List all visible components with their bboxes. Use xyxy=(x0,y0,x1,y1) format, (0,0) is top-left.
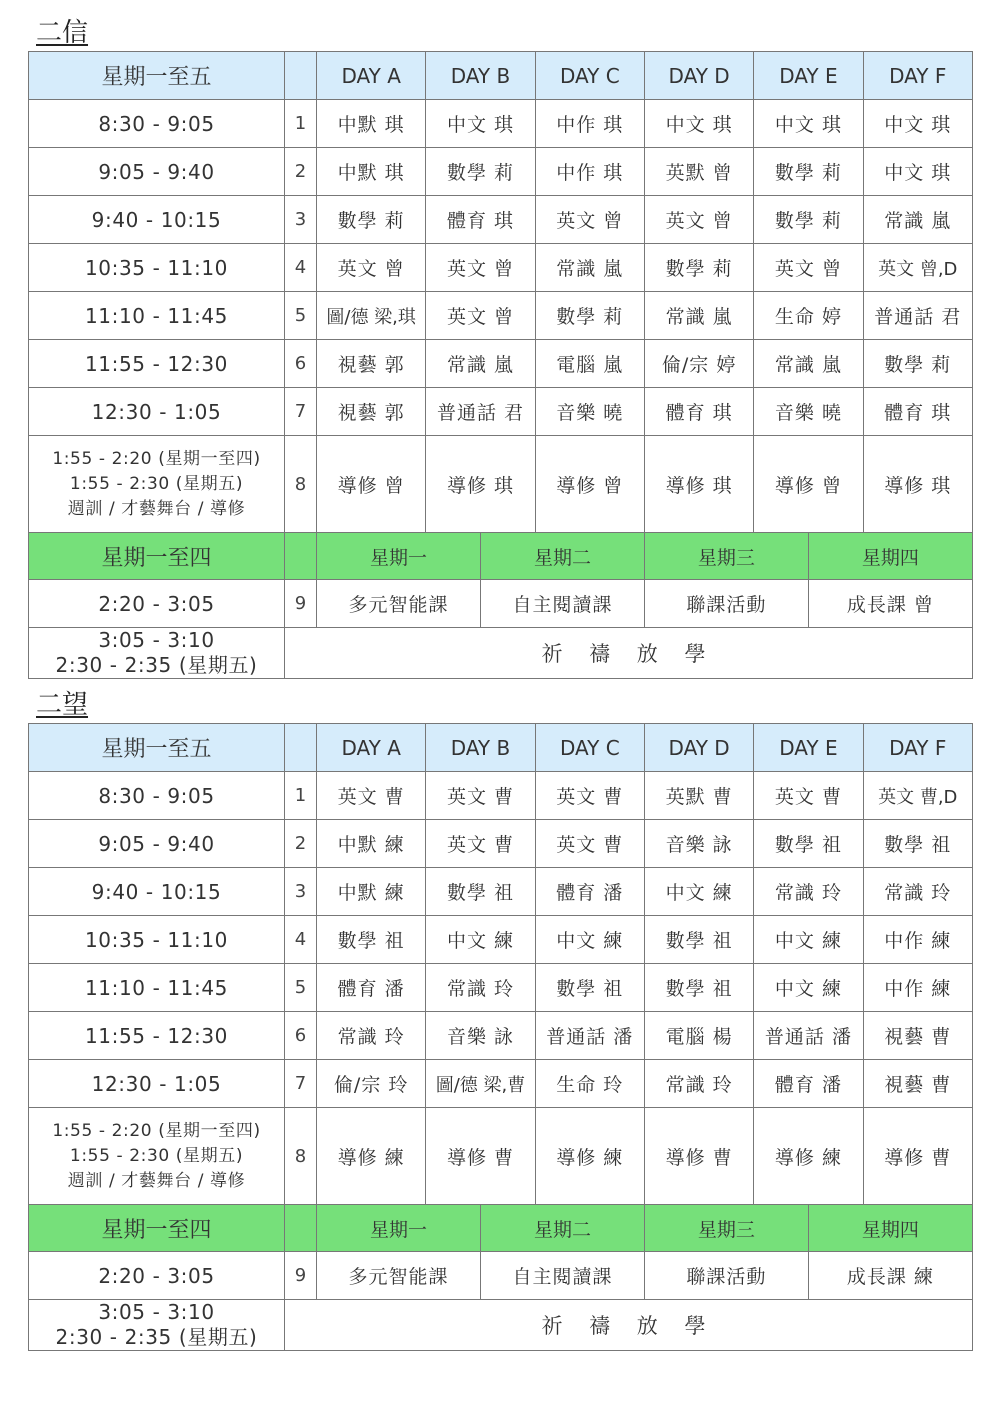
subject-cell: 音樂 詠 xyxy=(644,820,753,868)
header-left: 星期一至五 xyxy=(29,52,285,100)
day-header: DAY A xyxy=(317,724,426,772)
table-row xyxy=(29,916,973,964)
time-cell: 11:55 - 12:30 xyxy=(29,1012,285,1060)
time-line: 1:55 - 2:20 (星期一至四) xyxy=(52,1120,261,1141)
subject-cell: 普通話 潘 xyxy=(535,1012,644,1060)
subject-cell: 數學 莉 xyxy=(317,196,426,244)
time-line: 週訓 / 才藝舞台 / 導修 xyxy=(67,498,246,519)
subject-cell: 中默 琪 xyxy=(317,148,426,196)
time-cell: 8:30 - 9:05 xyxy=(29,100,285,148)
subject-cell: 數學 莉 xyxy=(754,196,863,244)
subject-cell: 數學 莉 xyxy=(863,340,972,388)
time-cell: 11:10 - 11:45 xyxy=(29,292,285,340)
subject-cell: 體育 琪 xyxy=(863,388,972,436)
subject-cell: 英文 曾 xyxy=(426,292,535,340)
subject-cell: 英默 曾 xyxy=(644,148,753,196)
dismissal-row xyxy=(29,628,973,679)
subject-cell: 導修 練 xyxy=(317,1108,426,1205)
time-cell: 11:55 - 12:30 xyxy=(29,340,285,388)
time-cell: 8:30 - 9:05 xyxy=(29,772,285,820)
time-line: 2:30 - 2:35 (星期五) xyxy=(55,653,258,677)
class-title: 二信 xyxy=(36,18,89,48)
period-number: 9 xyxy=(285,580,317,628)
period-number: 3 xyxy=(285,196,317,244)
subject-cell: 中默 練 xyxy=(317,868,426,916)
subject-cell: 導修 琪 xyxy=(426,436,535,533)
subject-cell: 中作 練 xyxy=(863,916,972,964)
subject-cell: 英文 曹 xyxy=(426,772,535,820)
subject-cell: 視藝 郭 xyxy=(317,340,426,388)
subject-cell: 電腦 嵐 xyxy=(535,340,644,388)
subject-cell: 英文 曾 xyxy=(535,196,644,244)
day-header: DAY E xyxy=(754,52,863,100)
period-number: 5 xyxy=(285,964,317,1012)
subject-cell: 電腦 楊 xyxy=(644,1012,753,1060)
dismissal-cell: 祈 禱 放 學 xyxy=(285,1300,973,1351)
time-cell xyxy=(29,1300,285,1351)
time-cell: 12:30 - 1:05 xyxy=(29,1060,285,1108)
subject-cell: 導修 曾 xyxy=(535,436,644,533)
day-header: DAY C xyxy=(535,724,644,772)
activity-cell: 多元智能課 xyxy=(317,580,481,628)
period-number: 8 xyxy=(285,1108,317,1205)
table-row xyxy=(29,1252,973,1300)
subject-cell: 中文 琪 xyxy=(863,100,972,148)
subject-cell: 英文 曹 xyxy=(426,820,535,868)
subject-cell: 倫/宗 玲 xyxy=(317,1060,426,1108)
header-row xyxy=(29,724,973,772)
period-header xyxy=(285,52,317,100)
table-row xyxy=(29,964,973,1012)
time-cell: 9:40 - 10:15 xyxy=(29,868,285,916)
time-cell: 11:10 - 11:45 xyxy=(29,964,285,1012)
weekday-header: 星期三 xyxy=(644,1205,808,1252)
period-number: 2 xyxy=(285,148,317,196)
period-number: 8 xyxy=(285,436,317,533)
time-line: 2:30 - 2:35 (星期五) xyxy=(55,1325,258,1349)
subject-cell: 視藝 郭 xyxy=(317,388,426,436)
time-cell: 2:20 - 3:05 xyxy=(29,580,285,628)
day-header: DAY F xyxy=(863,52,972,100)
time-line: 3:05 - 3:10 xyxy=(98,628,215,652)
class-title: 二望 xyxy=(36,690,89,720)
subject-cell: 英文 曹 xyxy=(535,772,644,820)
dismissal-row xyxy=(29,1300,973,1351)
period-number: 7 xyxy=(285,1060,317,1108)
time-line: 3:05 - 3:10 xyxy=(98,1300,215,1324)
day-header: DAY A xyxy=(317,52,426,100)
table-row xyxy=(29,1060,973,1108)
subject-cell: 倫/宗 婷 xyxy=(644,340,753,388)
period-number: 9 xyxy=(285,1252,317,1300)
period-number: 3 xyxy=(285,868,317,916)
subject-cell: 常識 嵐 xyxy=(863,196,972,244)
subject-cell: 生命 玲 xyxy=(535,1060,644,1108)
time-cell xyxy=(29,628,285,679)
subject-cell: 中文 練 xyxy=(426,916,535,964)
period-header xyxy=(285,1205,317,1252)
activity-cell: 聯課活動 xyxy=(644,580,808,628)
timetable xyxy=(28,723,973,1351)
timetable xyxy=(28,51,973,679)
subject-cell: 中默 琪 xyxy=(317,100,426,148)
subject-cell: 常識 玲 xyxy=(317,1012,426,1060)
table-row xyxy=(29,580,973,628)
table-row xyxy=(29,388,973,436)
time-cell: 9:40 - 10:15 xyxy=(29,196,285,244)
activity-cell: 成長課 練 xyxy=(808,1252,972,1300)
period-number: 2 xyxy=(285,820,317,868)
subject-cell: 英文 曾,D xyxy=(863,244,972,292)
subject-cell: 數學 祖 xyxy=(317,916,426,964)
subject-cell: 視藝 曹 xyxy=(863,1060,972,1108)
subject-cell: 中文 琪 xyxy=(754,100,863,148)
subject-cell: 體育 琪 xyxy=(426,196,535,244)
subject-cell: 英文 曾 xyxy=(644,196,753,244)
period-number: 6 xyxy=(285,1012,317,1060)
subject-cell: 導修 練 xyxy=(535,1108,644,1205)
weekday-header: 星期四 xyxy=(808,1205,972,1252)
weekday-header: 星期三 xyxy=(644,533,808,580)
subject-cell: 音樂 詠 xyxy=(426,1012,535,1060)
weekday-header: 星期二 xyxy=(480,533,644,580)
table-row xyxy=(29,1012,973,1060)
subject-cell: 中文 琪 xyxy=(863,148,972,196)
subject-cell: 數學 祖 xyxy=(535,964,644,1012)
period-header xyxy=(285,533,317,580)
subject-cell: 中文 練 xyxy=(535,916,644,964)
subject-cell: 數學 莉 xyxy=(644,244,753,292)
subject-cell: 生命 婷 xyxy=(754,292,863,340)
period-number: 5 xyxy=(285,292,317,340)
subject-cell: 圖/德 梁,曹 xyxy=(426,1060,535,1108)
subject-cell: 英文 曾 xyxy=(426,244,535,292)
subject-cell: 視藝 曹 xyxy=(863,1012,972,1060)
subject-cell: 數學 莉 xyxy=(535,292,644,340)
table-row xyxy=(29,148,973,196)
subject-cell: 數學 祖 xyxy=(426,868,535,916)
subject-cell: 英文 曹 xyxy=(754,772,863,820)
dismissal-cell: 祈 禱 放 學 xyxy=(285,628,973,679)
subject-cell: 數學 祖 xyxy=(644,964,753,1012)
table-row xyxy=(29,244,973,292)
subject-cell: 中文 琪 xyxy=(426,100,535,148)
table-row xyxy=(29,1108,973,1205)
subject-cell: 普通話 君 xyxy=(863,292,972,340)
period-number: 7 xyxy=(285,388,317,436)
subject-cell: 導修 曾 xyxy=(754,436,863,533)
subject-cell: 常識 玲 xyxy=(754,868,863,916)
subject-cell: 常識 嵐 xyxy=(426,340,535,388)
period-number: 4 xyxy=(285,916,317,964)
subject-cell: 導修 曾 xyxy=(317,436,426,533)
subject-cell: 數學 莉 xyxy=(754,148,863,196)
subject-cell: 圖/德 梁,琪 xyxy=(317,292,426,340)
subject-cell: 常識 玲 xyxy=(644,1060,753,1108)
day-header: DAY E xyxy=(754,724,863,772)
subject-cell: 音樂 曉 xyxy=(754,388,863,436)
header-row xyxy=(29,52,973,100)
subject-cell: 數學 祖 xyxy=(644,916,753,964)
day-header: DAY C xyxy=(535,52,644,100)
time-line: 1:55 - 2:20 (星期一至四) xyxy=(52,448,261,469)
weekday-header-row xyxy=(29,1205,973,1252)
subject-cell: 數學 祖 xyxy=(754,820,863,868)
subject-cell: 英默 曹 xyxy=(644,772,753,820)
subject-cell: 常識 玲 xyxy=(426,964,535,1012)
table-row xyxy=(29,100,973,148)
subject-cell: 數學 祖 xyxy=(863,820,972,868)
day-header: DAY D xyxy=(644,52,753,100)
day-header: DAY B xyxy=(426,52,535,100)
subject-cell: 導修 曹 xyxy=(863,1108,972,1205)
activity-cell: 多元智能課 xyxy=(317,1252,481,1300)
weekday-header: 星期二 xyxy=(480,1205,644,1252)
subject-cell: 普通話 君 xyxy=(426,388,535,436)
subject-cell: 常識 玲 xyxy=(863,868,972,916)
table-row xyxy=(29,772,973,820)
time-cell xyxy=(29,436,285,533)
subject-cell: 英文 曹 xyxy=(317,772,426,820)
table-row xyxy=(29,196,973,244)
time-line: 1:55 - 2:30 (星期五) xyxy=(69,473,244,494)
weekday-header-left: 星期一至四 xyxy=(29,533,285,580)
day-header: DAY B xyxy=(426,724,535,772)
subject-cell: 體育 琪 xyxy=(644,388,753,436)
subject-cell: 導修 琪 xyxy=(863,436,972,533)
subject-cell: 中文 練 xyxy=(754,964,863,1012)
subject-cell: 體育 潘 xyxy=(535,868,644,916)
activity-cell: 成長課 曾 xyxy=(808,580,972,628)
subject-cell: 中默 練 xyxy=(317,820,426,868)
subject-cell: 常識 嵐 xyxy=(535,244,644,292)
subject-cell: 導修 曹 xyxy=(644,1108,753,1205)
header-left: 星期一至五 xyxy=(29,724,285,772)
period-header xyxy=(285,724,317,772)
period-number: 1 xyxy=(285,772,317,820)
subject-cell: 導修 練 xyxy=(754,1108,863,1205)
table-row xyxy=(29,868,973,916)
time-cell: 10:35 - 11:10 xyxy=(29,244,285,292)
subject-cell: 普通話 潘 xyxy=(754,1012,863,1060)
subject-cell: 英文 曹 xyxy=(535,820,644,868)
subject-cell: 導修 曹 xyxy=(426,1108,535,1205)
activity-cell: 聯課活動 xyxy=(644,1252,808,1300)
subject-cell: 導修 琪 xyxy=(644,436,753,533)
subject-cell: 英文 曹,D xyxy=(863,772,972,820)
subject-cell: 數學 莉 xyxy=(426,148,535,196)
weekday-header-row xyxy=(29,533,973,580)
subject-cell: 體育 潘 xyxy=(317,964,426,1012)
day-header: DAY F xyxy=(863,724,972,772)
weekday-header: 星期一 xyxy=(317,1205,481,1252)
weekday-header: 星期四 xyxy=(808,533,972,580)
subject-cell: 中文 練 xyxy=(754,916,863,964)
time-cell: 9:05 - 9:40 xyxy=(29,820,285,868)
subject-cell: 體育 潘 xyxy=(754,1060,863,1108)
subject-cell: 常識 嵐 xyxy=(754,340,863,388)
table-row xyxy=(29,820,973,868)
subject-cell: 中作 琪 xyxy=(535,148,644,196)
subject-cell: 中作 琪 xyxy=(535,100,644,148)
day-header: DAY D xyxy=(644,724,753,772)
table-row xyxy=(29,292,973,340)
subject-cell: 中文 練 xyxy=(644,868,753,916)
subject-cell: 英文 曾 xyxy=(317,244,426,292)
period-number: 1 xyxy=(285,100,317,148)
period-number: 6 xyxy=(285,340,317,388)
time-cell: 12:30 - 1:05 xyxy=(29,388,285,436)
table-row xyxy=(29,436,973,533)
time-cell: 9:05 - 9:40 xyxy=(29,148,285,196)
subject-cell: 中文 琪 xyxy=(644,100,753,148)
subject-cell: 常識 嵐 xyxy=(644,292,753,340)
time-cell: 10:35 - 11:10 xyxy=(29,916,285,964)
subject-cell: 音樂 曉 xyxy=(535,388,644,436)
weekday-header: 星期一 xyxy=(317,533,481,580)
activity-cell: 自主閱讀課 xyxy=(480,1252,644,1300)
weekday-header-left: 星期一至四 xyxy=(29,1205,285,1252)
time-cell xyxy=(29,1108,285,1205)
time-line: 1:55 - 2:30 (星期五) xyxy=(69,1145,244,1166)
activity-cell: 自主閱讀課 xyxy=(480,580,644,628)
subject-cell: 中作 練 xyxy=(863,964,972,1012)
subject-cell: 英文 曾 xyxy=(754,244,863,292)
table-row xyxy=(29,340,973,388)
time-cell: 2:20 - 3:05 xyxy=(29,1252,285,1300)
period-number: 4 xyxy=(285,244,317,292)
time-line: 週訓 / 才藝舞台 / 導修 xyxy=(67,1170,246,1191)
